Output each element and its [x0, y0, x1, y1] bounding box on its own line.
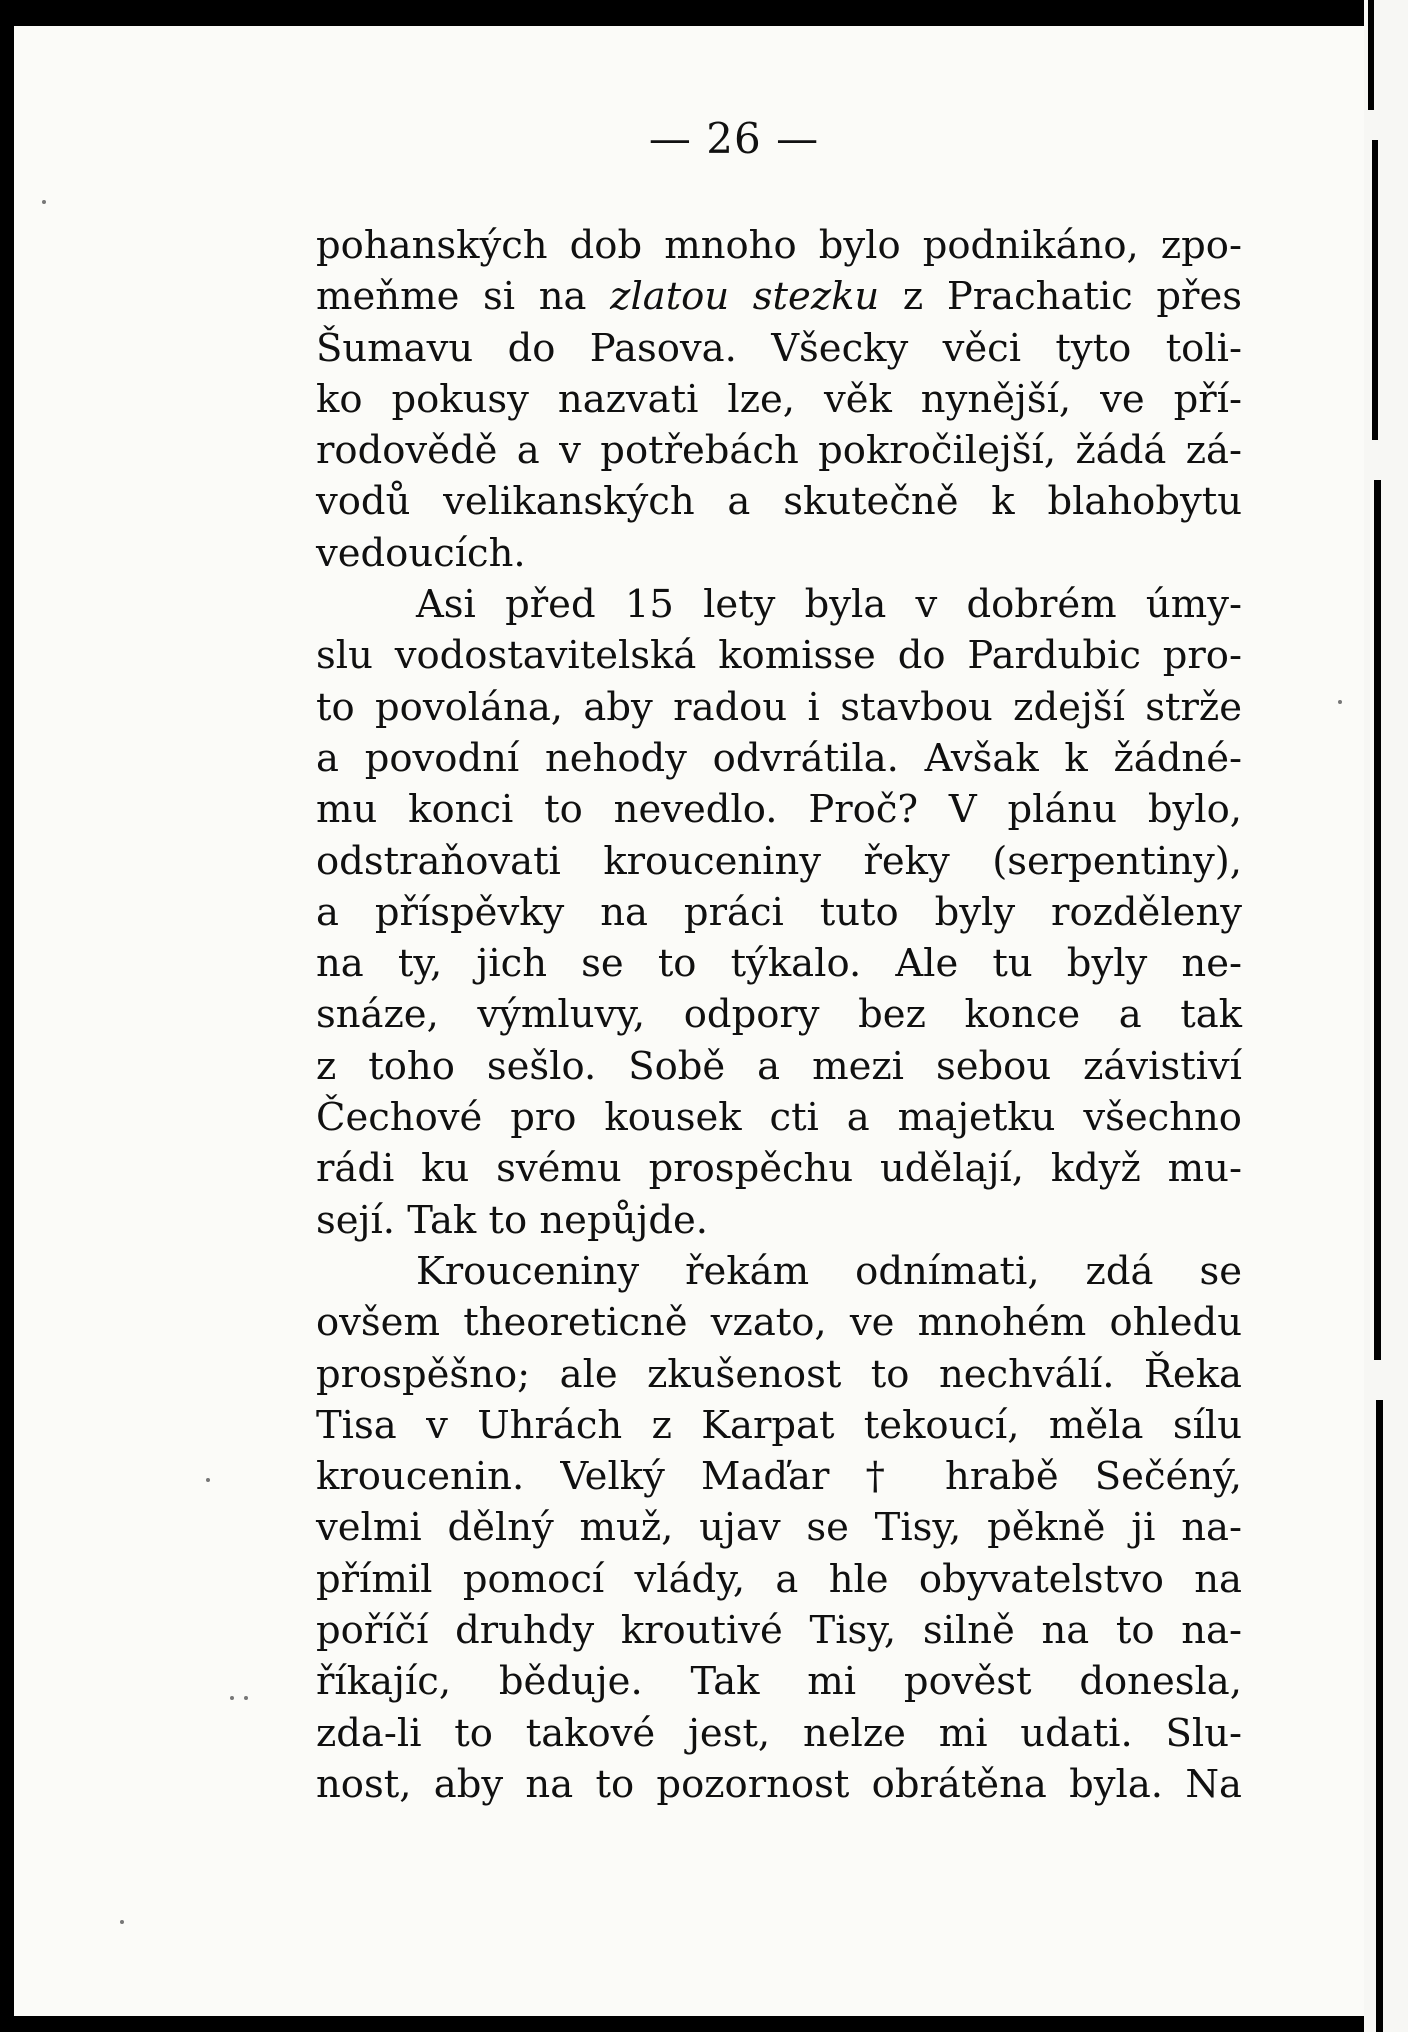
text-line: na ty, jich se to týkalo. Ale tu byly ne- — [316, 941, 1242, 987]
text-line: pohanských dob mnoho bylo podnikáno, zpo- — [316, 223, 1242, 268]
text-line: Šumavu do Pasova. Všecky věci tyto toli- — [316, 325, 1242, 371]
text-line: Asi před 15 lety byla v dobrém úmy- — [416, 582, 1242, 628]
text-line: zda-li to takové jest, nelze mi udati. Slu- — [316, 1710, 1242, 1756]
text-line: ovšem theoreticně vzato, ve mnohém ohledu — [316, 1300, 1242, 1346]
adjacent-page-edge — [1364, 0, 1408, 2032]
text-line: a příspěvky na práci tuto byly rozděleny — [316, 889, 1242, 935]
text-line: ko pokusy nazvati lze, věk nynější, ve pří- — [316, 376, 1242, 422]
scan-speck — [244, 1696, 248, 1700]
scan-speck — [206, 1478, 210, 1482]
text-line: prospěšno; ale zkušenost to nechválí. Řeka — [316, 1351, 1242, 1397]
text-line: a povodní nehody odvrátila. Avšak k žádné- — [316, 735, 1242, 781]
page-number: — 26 — — [648, 114, 820, 163]
text-line: kroucenin. Velký Maďar † hrabě Sečéný, — [316, 1454, 1242, 1500]
text-line: meňme si na zlatou stezku z Prachatic přes — [316, 274, 1242, 320]
text-line: rádi ku svému prospěchu udělají, když mu- — [316, 1146, 1242, 1192]
text-line: slu vodostavitelská komisse do Pardubic pro- — [316, 633, 1242, 679]
scan-speck — [120, 1920, 124, 1924]
scan-speck — [1338, 700, 1342, 704]
text-line: mu konci to nevedlo. Proč? V plánu bylo, — [316, 787, 1242, 833]
text-line: vedoucích. — [316, 530, 526, 576]
body-text — [316, 220, 1242, 1810]
emphasized-text: zlatou stezku — [610, 274, 880, 320]
scan-speck — [230, 1696, 234, 1700]
text-line: rodovědě a v potřebách pokročilejší, žádá zá- — [316, 428, 1242, 474]
text-line: poříčí druhdy kroutivé Tisy, silně na to na- — [316, 1608, 1242, 1654]
text-line: vodů velikanských a skutečně k blahobytu — [316, 479, 1242, 525]
text-line: přímil pomocí vlády, a hle obyvatelstvo na — [316, 1556, 1242, 1602]
text-line: snáze, výmluvy, odpory bez konce a tak — [316, 992, 1242, 1038]
text-line: Krouceniny řekám odnímati, zdá se — [416, 1248, 1242, 1294]
text-line: Tisa v Uhrách z Karpat tekoucí, měla sílu — [316, 1402, 1242, 1448]
text-line: sejí. Tak to nepůjde. — [316, 1197, 708, 1243]
text-line: nost, aby na to pozornost obrátěna byla. Na — [316, 1761, 1242, 1807]
text-line: Čechové pro kousek cti a majetku všechno — [316, 1095, 1242, 1141]
scan-speck — [42, 200, 46, 204]
text-line: z toho sešlo. Sobě a mezi sebou závistiví — [316, 1043, 1242, 1089]
text-line: to povolána, aby radou i stavbou zdejší strže — [316, 684, 1242, 730]
text-line: říkajíc, běduje. Tak mi pověst donesla, — [316, 1659, 1242, 1705]
text-line: velmi dělný muž, ujav se Tisy, pěkně ji na- — [316, 1505, 1242, 1551]
text-line: odstraňovati krouceniny řeky (serpentiny), — [316, 838, 1242, 884]
